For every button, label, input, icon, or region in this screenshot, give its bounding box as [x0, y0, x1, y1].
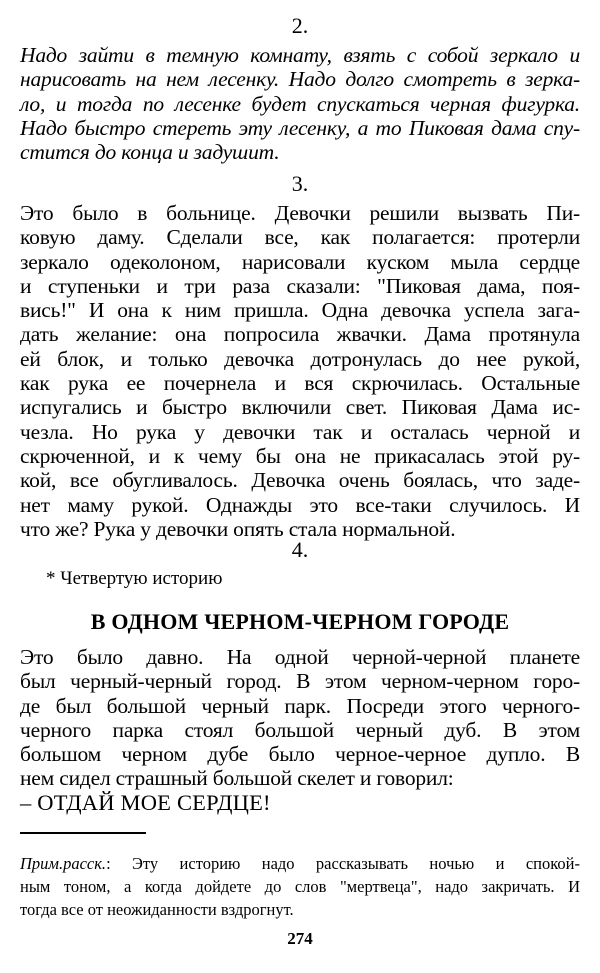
text-line: кой, все обугливалось. Девочка очень боялась, что заде-	[20, 468, 580, 493]
text-line: Надо зайти в темную комнату, взять с собой зеркало и	[20, 43, 580, 67]
footnote-text: : Эту историю надо рассказывать ночью и спокой-	[106, 854, 580, 873]
text-line: черного парка стоял большой черный дуб. В этом	[20, 717, 580, 742]
footnote-line: тогда все от неожиданности вздрогнут.	[20, 900, 294, 919]
page-number: 274	[287, 929, 313, 948]
text-line: Надо быстро стереть эту лесенку, а то Пиковая дама спу-	[20, 115, 580, 140]
story-heading: В ОДНОМ ЧЕРНОМ-ЧЕРНОМ ГОРОДЕ	[90, 609, 510, 634]
text-line: вись!" И она к ним пришла. Одна девочка успела зага-	[20, 298, 580, 323]
text-line: дать желание: она попросила жвачки. Дама протянула	[20, 322, 580, 347]
footnote-line	[20, 852, 580, 875]
text-line: был черный-черный город. В этом черном-черном горо-	[20, 669, 580, 694]
text-line: де был большой черный парк. Посреди этого черного-	[20, 693, 580, 718]
text-line: ей блок, и только девочка дотронулась до нее рукой,	[20, 346, 580, 371]
text-line: стится до конца и задушит.	[20, 140, 280, 165]
text-line: Это было давно. На одной черной-черной планете	[20, 645, 580, 669]
text-line: Это было в больнице. Девочки решили вызвать Пи-	[20, 201, 580, 225]
footnote	[20, 852, 580, 921]
text-line: ковую даму. Сделали все, как полагается: протерли	[20, 225, 580, 250]
section-number-4: 4.	[291, 537, 309, 562]
section-2-text	[20, 43, 580, 164]
text-line: зеркало одеколоном, нарисовали куском мыла сердце	[20, 249, 580, 274]
exclamation-line: – ОТДАЙ МОЕ СЕРДЦЕ!	[20, 789, 271, 815]
footnote-label: Прим.расск.	[20, 854, 107, 873]
section-number-3: 3.	[291, 171, 309, 196]
text-line: что же? Рука у девочки опять стала нормальной.	[20, 516, 456, 541]
text-line: ло, и тогда по лесенке будет спускаться черная фигурка.	[20, 91, 580, 116]
footnote-line: ным тоном, а когда дойдете до слов "мертвеца", надо закричать. И	[20, 877, 580, 896]
footnote-reference: * Четвертую историю	[46, 568, 223, 589]
section-3-text	[20, 201, 580, 541]
text-line: чезла. Но рука у девочки так и осталась черной и	[20, 419, 580, 444]
text-line: нет маму рукой. Однажды это все-таки случилось. И	[20, 492, 580, 517]
text-line: большом черном дубе было черное-черное дупло. В	[20, 742, 580, 767]
text-line: испугались и быстро включили свет. Пиковая Дама ис-	[20, 395, 580, 420]
section-4-text	[20, 645, 580, 815]
section-number-2: 2.	[291, 13, 309, 38]
text-line: нарисовать на нем лесенку. Надо долго смотреть в зерка-	[20, 67, 580, 92]
footnote-divider	[20, 832, 146, 834]
text-line: скрюченной, и к чему бы она не прикасалась этой ру-	[20, 443, 580, 468]
text-line: и ступеньки и три раза сказали: "Пиковая дама, поя-	[20, 273, 580, 298]
text-line: нем сидел страшный большой скелет и говорил:	[20, 766, 454, 791]
text-line: как рука ее почернела и вся скрючилась. Остальные	[20, 371, 580, 396]
